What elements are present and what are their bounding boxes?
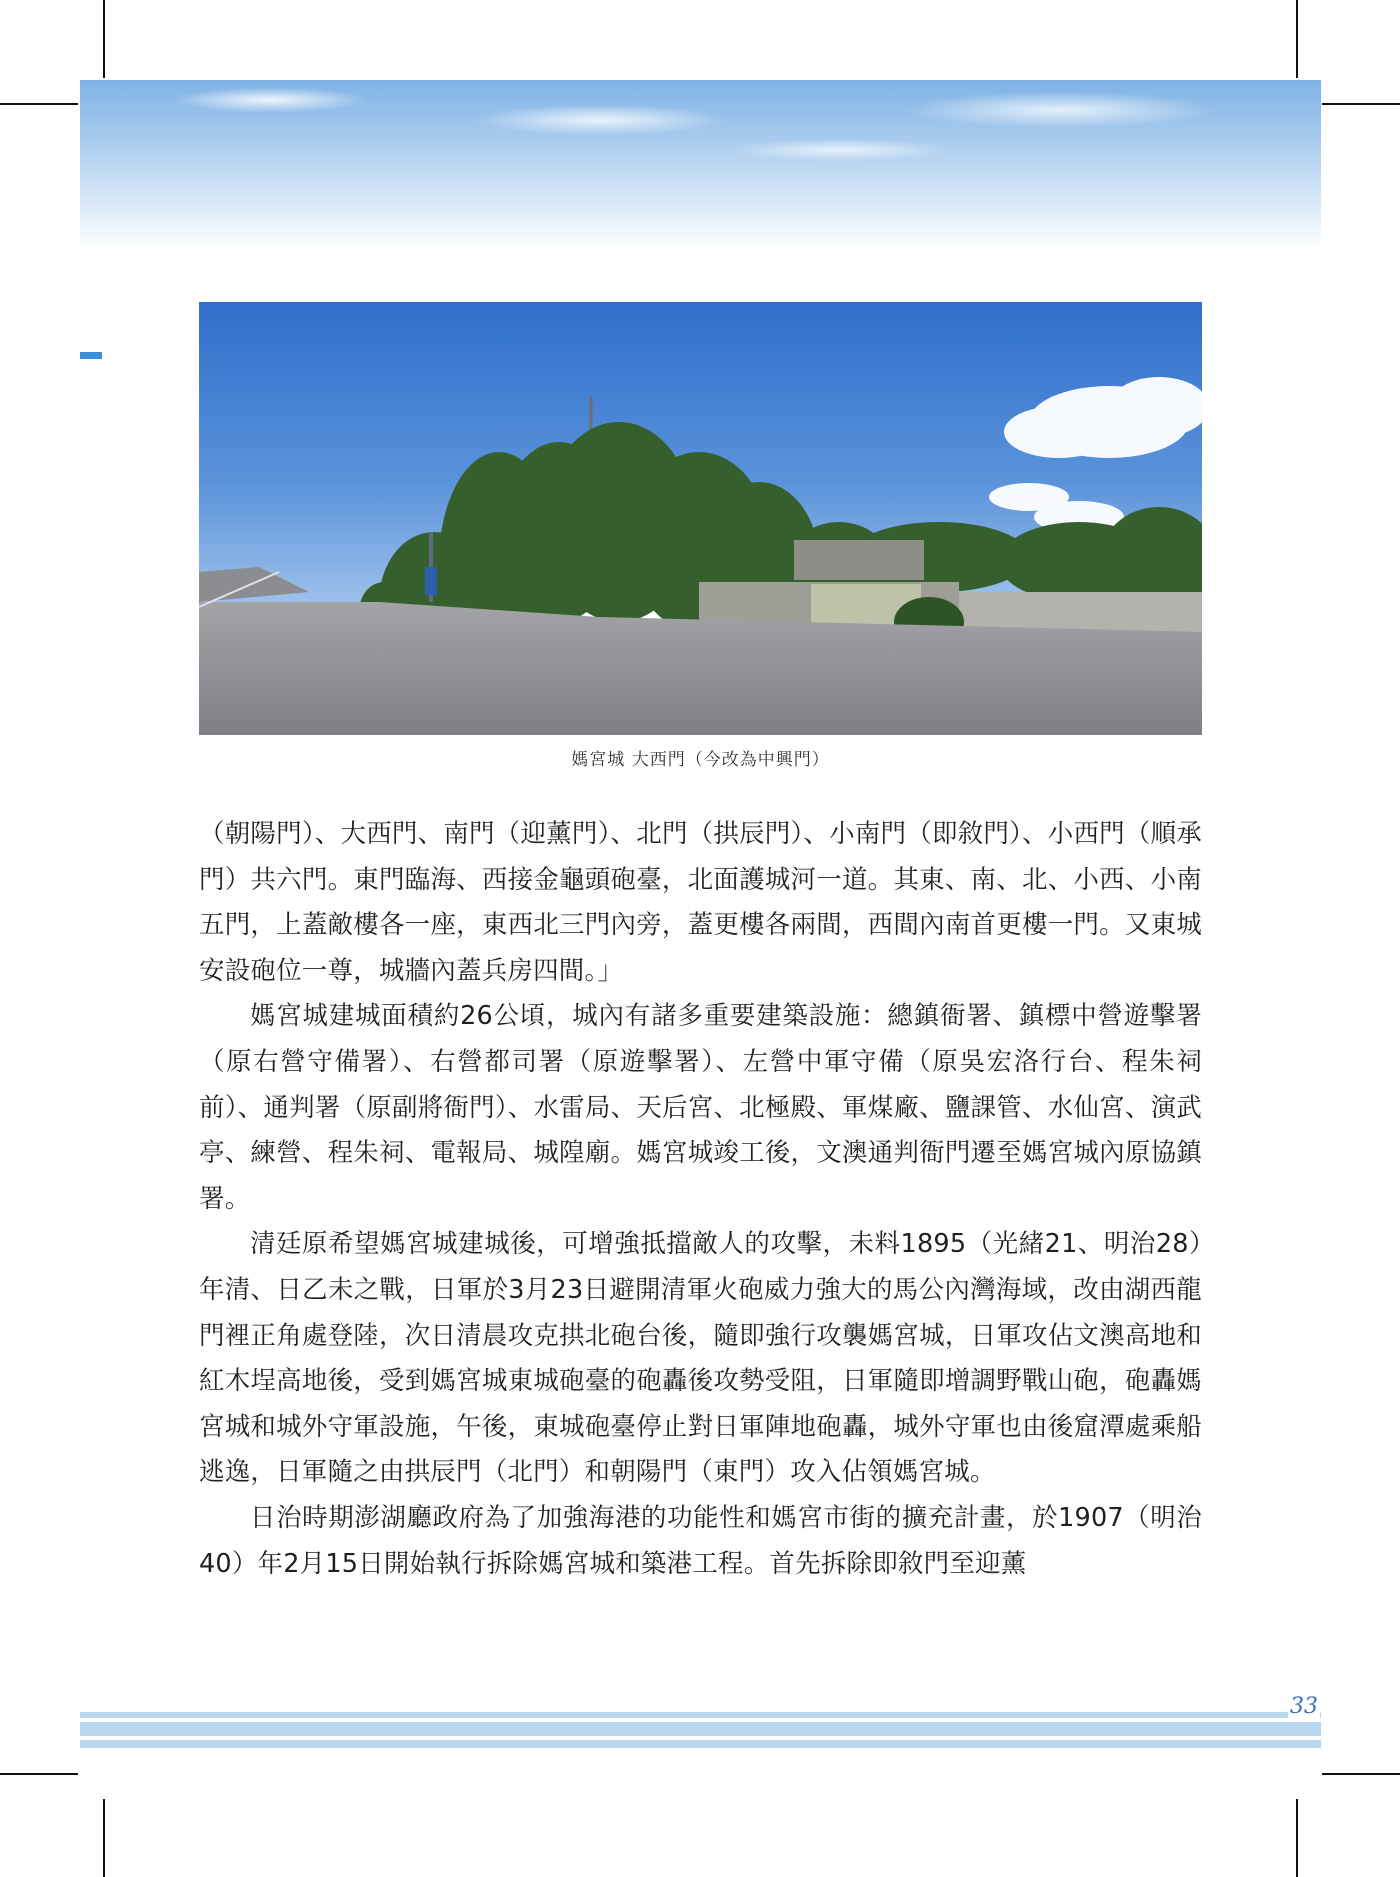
article-body [199, 812, 1202, 1587]
side-accent-mark [80, 352, 102, 359]
paragraph: （朝陽門）、大西門、南門（迎薰門）、北門（拱辰門）、小南門（即敘門）、小西門（順承門）共六門。東門臨海、西接金龜頭砲臺，北面護城河一道。其東、南、北、小西、小南五門，上蓋敵樓各一座，東西北三門內旁，蓋更樓各兩間，西間內南首更樓一門。又東城安設砲位一尊，城牆內蓋兵房四間。」 [199, 819, 1202, 986]
crop-mark [103, 1799, 105, 1877]
footer-stripe [80, 1722, 1321, 1736]
crop-mark [103, 0, 105, 78]
photo-sign [425, 567, 437, 595]
paragraph: 清廷原希望媽宮城建城後，可增強抵擋敵人的攻擊，未料1895（光緒21、明治28）年清、日乙未之戰，日軍於3月23日避開清軍火砲威力強大的馬公內灣海域，改由湖西龍門裡正角處登陸，次日清晨攻克拱北砲台後，隨即強行攻襲媽宮城，日軍攻佔文澳高地和紅木埕高地後，受到媽宮城東城砲臺的砲轟後攻勢受阻，日軍隨即增調野戰山砲，砲轟媽宮城和城外守軍設施，午後，東城砲臺停止對日軍陣地砲轟，城外守軍也由後窟潭處乘船逃逸，日軍隨之由拱辰門（北門）和朝陽門（東門）攻入佔領媽宮城。 [199, 1229, 1202, 1488]
paragraph: 日治時期澎湖廳政府為了加強海港的功能性和媽宮市街的擴充計畫，於1907（明治40）年2月15日開始執行拆除媽宮城和築港工程。首先拆除即敘門至迎薰 [199, 1502, 1202, 1579]
paragraph: 媽宮城建城面積約26公頃，城內有諸多重要建築設施：總鎮衙署、鎮標中營遊擊署（原右營守備署）、右營都司署（原遊擊署）、左營中軍守備（原吳宏洛行台、程朱祠前）、通判署（原副將衙門）、水雷局、天后宮、北極殿、軍煤廠、鹽課管、水仙宮、演武亭、練營、程朱祠、電報局、城隍廟。媽宮城竣工後，文澳通判衙門遷至媽宮城內原協鎮署。 [199, 1001, 1202, 1214]
crop-mark [1322, 1773, 1400, 1775]
crop-mark [0, 103, 78, 105]
footer-stripe [80, 1740, 1321, 1748]
crop-mark [0, 1773, 78, 1775]
footer-stripes [80, 1712, 1321, 1748]
crop-mark [1296, 0, 1298, 78]
page-number: 33 [1290, 1694, 1318, 1719]
crop-mark [1322, 103, 1400, 105]
photo-west-gate [199, 302, 1202, 735]
photo-caption: 媽宮城 大西門（今改為中興門） [571, 750, 830, 770]
crop-mark [1296, 1799, 1298, 1877]
photo-gate-frame [794, 540, 924, 580]
header-sky-banner [80, 80, 1321, 250]
footer-stripe [80, 1712, 1321, 1718]
